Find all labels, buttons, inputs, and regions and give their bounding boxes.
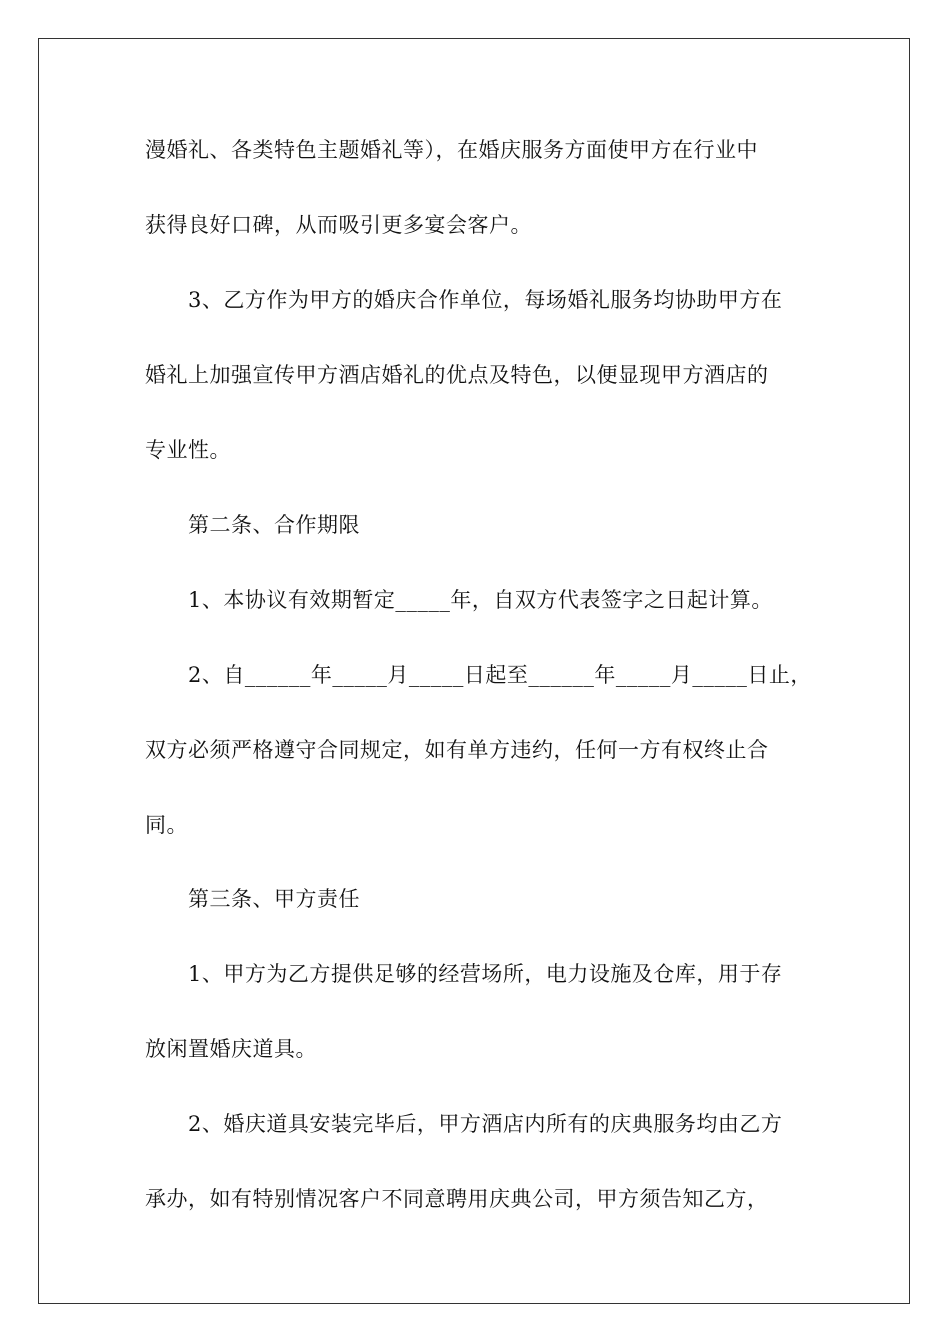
text-line: 2、婚庆道具安装完毕后，甲方酒店内所有的庆典服务均由乙方 [188,1112,783,1136]
text-line: 放闲置婚庆道具。 [145,1037,317,1061]
text-line: 双方必须严格遵守合同规定，如有单方违约，任何一方有权终止合 [145,738,769,762]
section-heading: 第二条、合作期限 [188,513,360,537]
text-line: 1、本协议有效期暂定_____年，自双方代表签字之日起计算。 [188,588,773,612]
text-line: 同。 [145,813,188,837]
text-line: 3、乙方作为甲方的婚庆合作单位，每场婚礼服务均协助甲方在 [188,288,783,312]
section-heading: 第三条、甲方责任 [188,887,360,911]
text-line: 获得良好口碑，从而吸引更多宴会客户。 [145,213,532,237]
text-line: 1、甲方为乙方提供足够的经营场所，电力设施及仓库，用于存 [188,962,783,986]
text-line: 专业性。 [145,438,231,462]
text-line: 婚礼上加强宣传甲方酒店婚礼的优点及特色，以便显现甲方酒店的 [145,363,769,387]
text-line: 漫婚礼、各类特色主题婚礼等），在婚庆服务方面使甲方在行业中 [145,138,758,162]
text-line: 2、自______年_____月_____日起至______年_____月_____日止， [188,663,812,687]
text-line: 承办，如有特别情况客户不同意聘用庆典公司，甲方须告知乙方， [145,1187,769,1211]
